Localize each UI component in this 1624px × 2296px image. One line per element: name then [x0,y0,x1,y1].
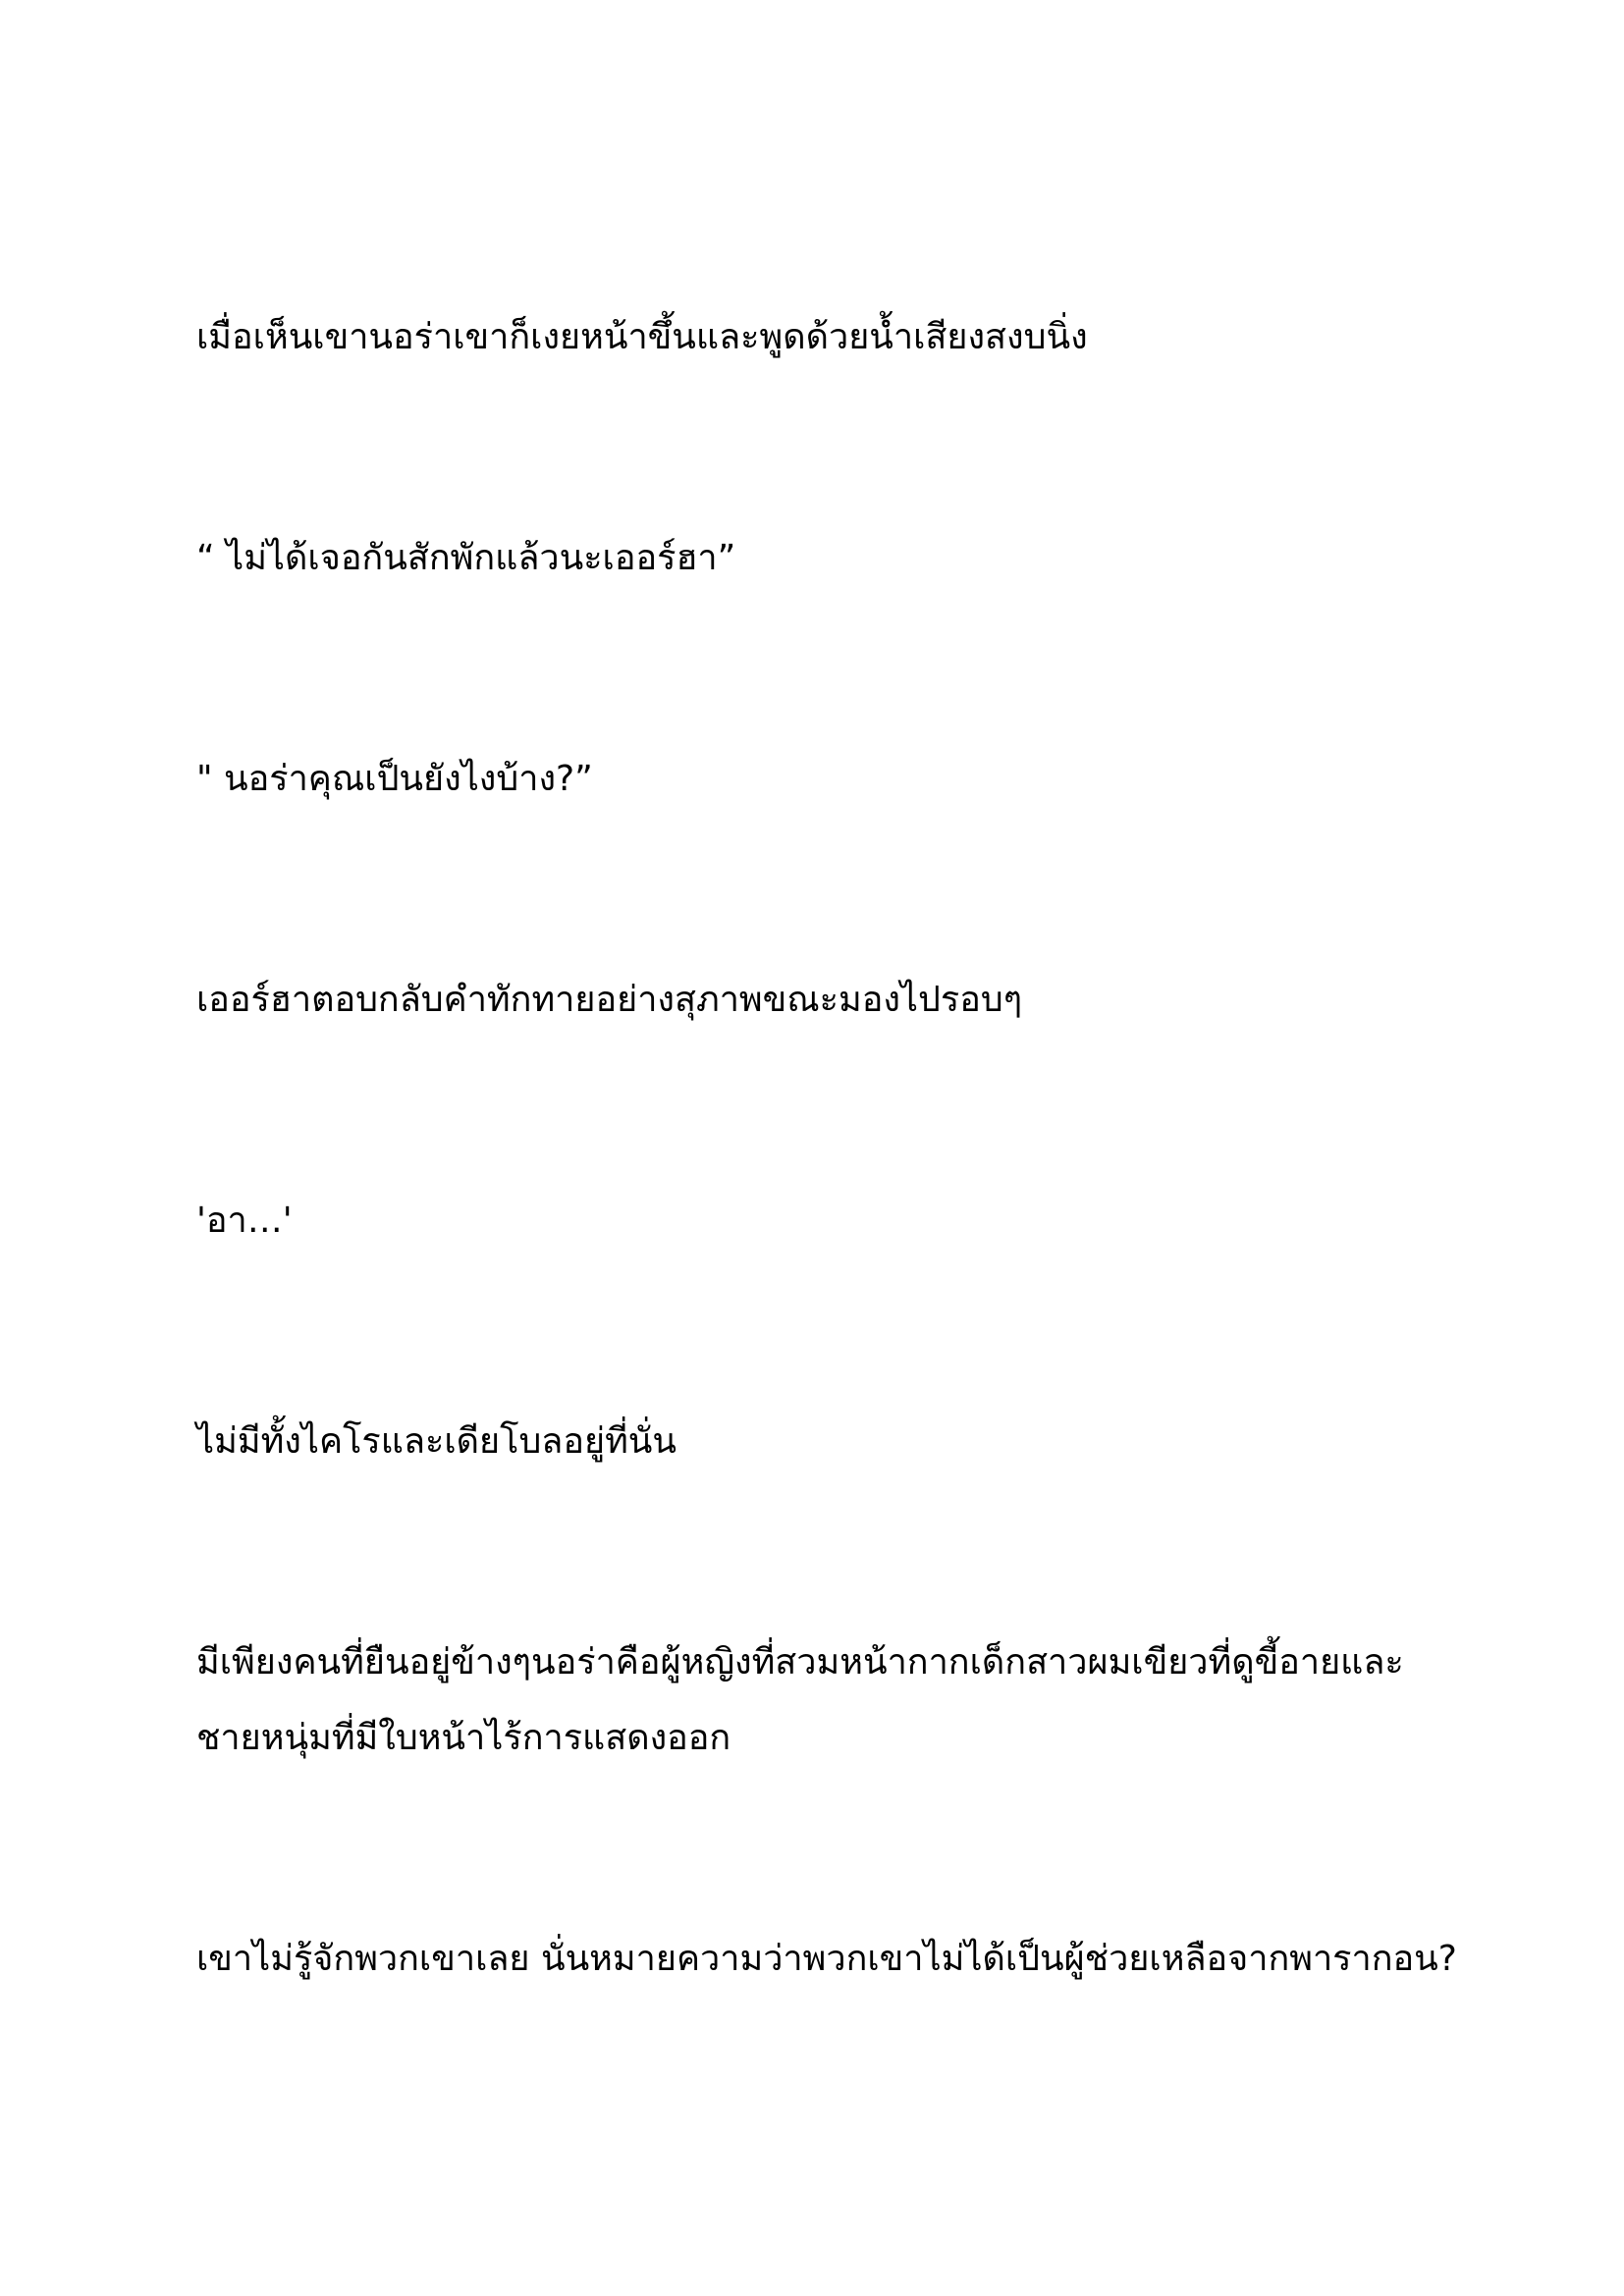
paragraph-dialogue: " นอร่าคุณเป็นยังไงบ้าง?” [196,759,593,799]
paragraph-narration: เออร์ฮาตอบกลับคำทักทายอย่างสุภาพขณะมองไปรอบๆ [196,980,1023,1020]
paragraph-narration: เขาไม่รู้จักพวกเขาเลย นั่นหมายความว่าพวกเขาไม่ได้เป็นผู้ช่วยเหลือจากพารากอน? [196,1939,1457,1979]
paragraph-thought: 'อา…' [196,1201,293,1241]
paragraph-narration-line: ชายหนุ่มที่มีใบหน้าไร้การแสดงออก [196,1718,731,1758]
paragraph-narration: เมื่อเห็นเขานอร่าเขาก็เงยหน้าขึ้นและพูดด้วยน้ำเสียงสงบนิ่ง [196,317,1088,357]
paragraph-narration: ไม่มีทั้งไคโรและเดียโบลอยู่ที่นั่น [196,1421,677,1462]
paragraph-dialogue: “ ไม่ได้เจอกันสักพักแล้วนะเออร์ฮา” [196,538,736,578]
paragraph-narration-line: มีเพียงคนที่ยืนอยู่ข้างๆนอร่าคือผู้หญิงที่สวมหน้ากากเด็กสาวผมเขียวที่ดูขี้อายและ [196,1642,1404,1682]
